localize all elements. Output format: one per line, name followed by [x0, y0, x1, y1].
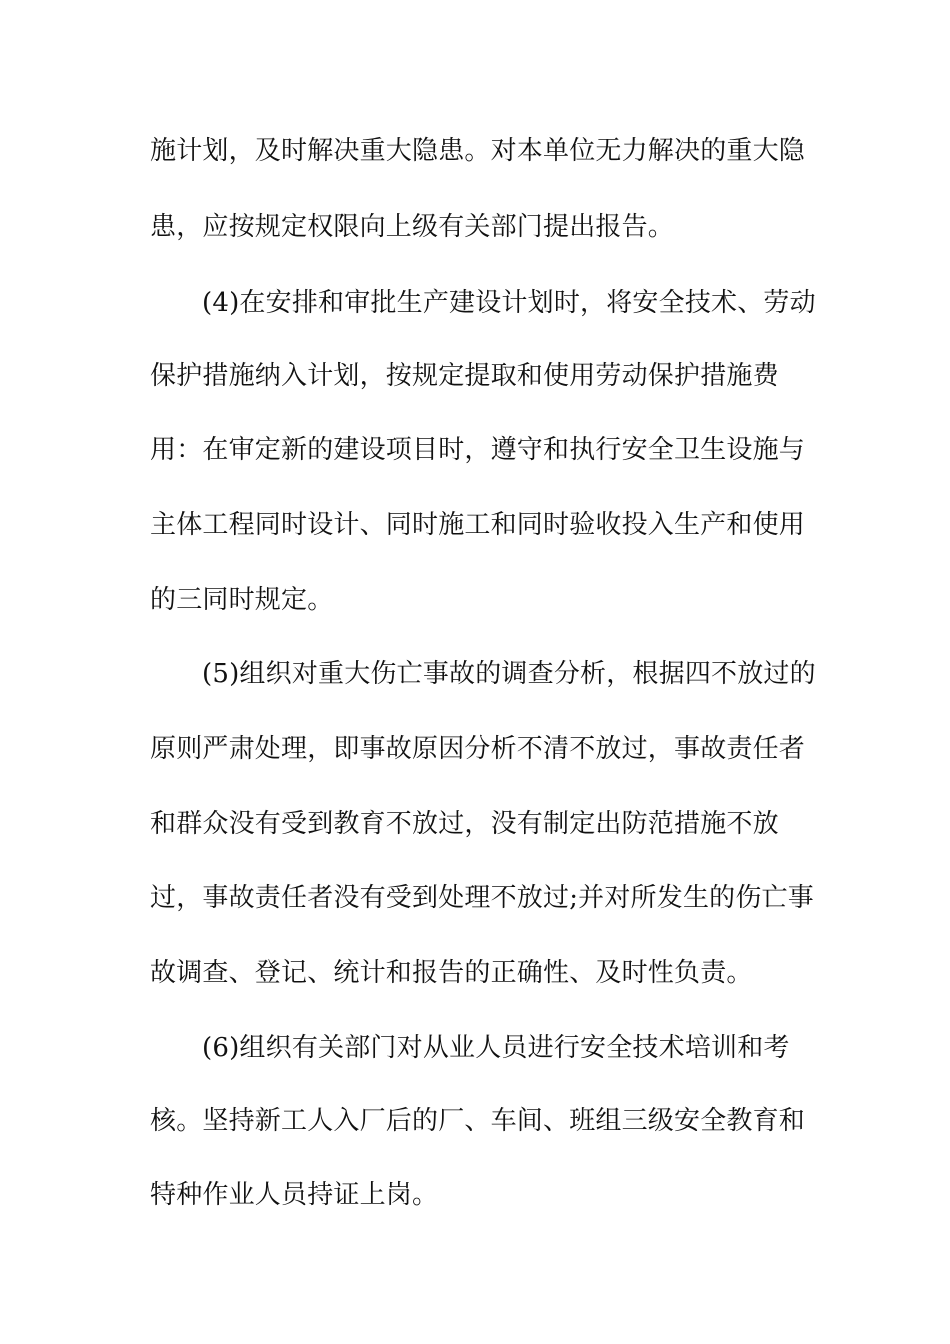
text-line-6: 主体工程同时设计、同时施工和同时验收投入生产和使用 [150, 510, 806, 540]
text-line-15: 特种作业人员持证上岗。 [150, 1180, 439, 1210]
text-line-14: 核。坚持新工人入厂后的厂、车间、班组三级安全教育和 [150, 1106, 806, 1136]
text-line-10: 和群众没有受到教育不放过，没有制定出防范措施不放 [150, 809, 779, 839]
text-line-5: 用：在审定新的建设项目时，遵守和执行安全卫生设施与 [150, 435, 806, 465]
text-line-2: 患，应按规定权限向上级有关部门提出报告。 [150, 212, 675, 242]
text-line-11: 过，事故责任者没有受到处理不放过;并对所发生的伤亡事 [150, 883, 814, 913]
text-line-1: 施计划，及时解决重大隐患。对本单位无力解决的重大隐 [150, 136, 806, 166]
text-line-4: 保护措施纳入计划，按规定提取和使用劳动保护措施费 [150, 361, 779, 391]
text-line-3: (4)在安排和审批生产建设计划时，将安全技术、劳动 [202, 288, 816, 318]
text-line-9: 原则严肃处理，即事故原因分析不清不放过，事故责任者 [150, 734, 806, 764]
text-line-8: (5)组织对重大伤亡事故的调查分析，根据四不放过的 [202, 659, 816, 689]
text-line-7: 的三同时规定。 [150, 585, 334, 615]
text-line-13: (6)组织有关部门对从业人员进行安全技术培训和考 [202, 1033, 790, 1063]
text-line-12: 故调查、登记、统计和报告的正确性、及时性负责。 [150, 958, 753, 988]
